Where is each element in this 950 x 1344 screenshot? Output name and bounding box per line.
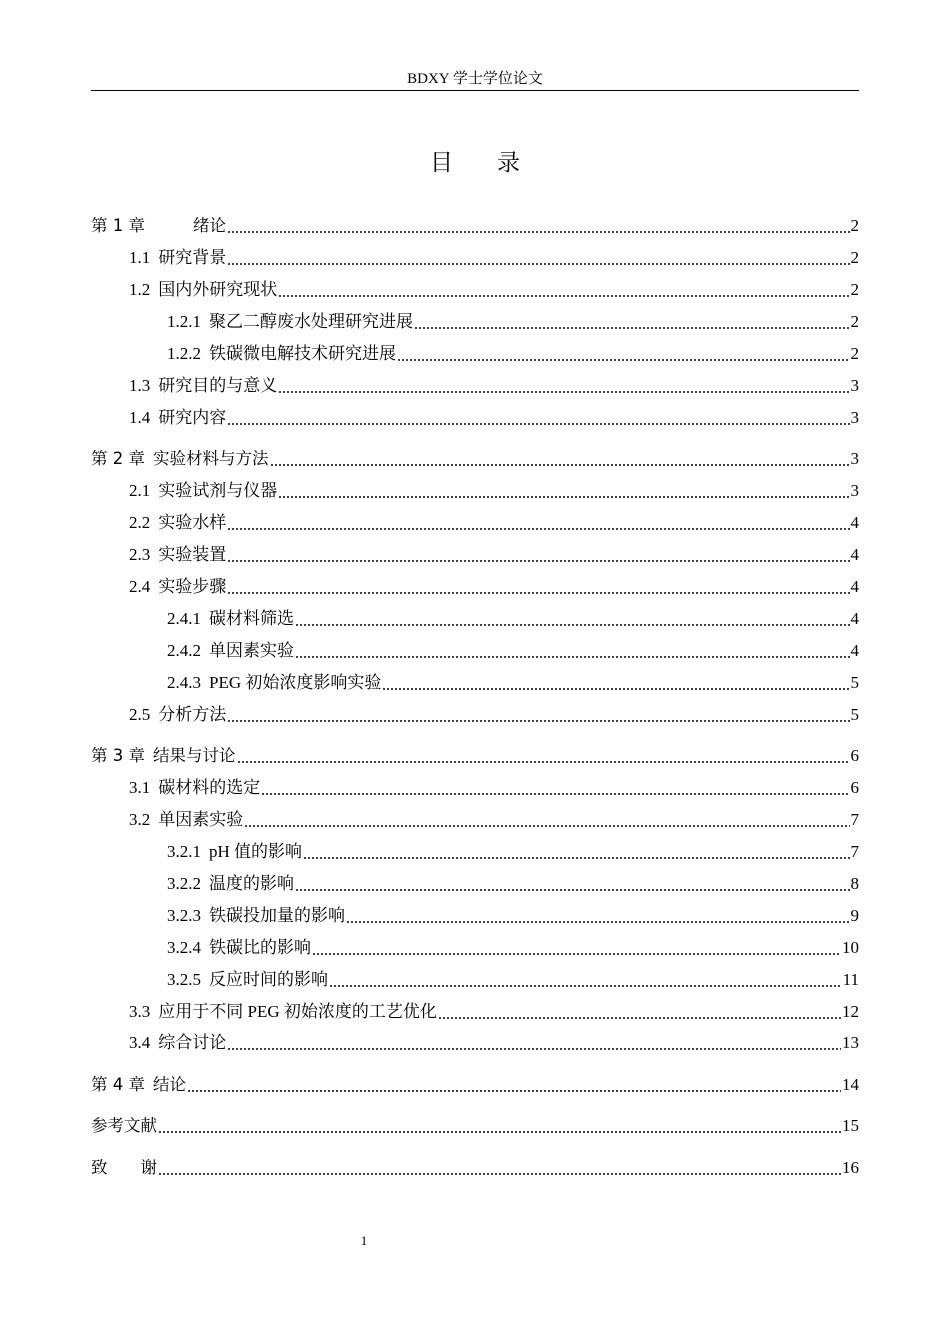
toc-entry[interactable]	[91, 776, 859, 800]
page-number: 1	[360, 1233, 368, 1248]
toc-entry[interactable]	[91, 968, 859, 992]
toc-entry-page: 10	[842, 938, 859, 957]
toc-title-part1: 目	[430, 150, 453, 176]
dot-leader	[329, 985, 842, 987]
toc-entry-title: 应用于不同 PEG 初始浓度的工艺优化	[158, 1002, 437, 1021]
toc-entry-title: 绪论	[193, 216, 226, 235]
toc-entry-title: 反应时间的影响	[209, 970, 328, 989]
toc-entry-page: 8	[850, 874, 859, 893]
toc-entry-title: 国内外研究现状	[158, 280, 278, 299]
toc-entry-title: PEG 初始浓度影响实验	[209, 673, 382, 692]
toc-entry[interactable]	[91, 872, 859, 896]
toc-entry-title: 单因素实验	[158, 810, 244, 829]
toc-entry-title: 铁碳投加量的影响	[209, 906, 345, 925]
toc-entry-title: 致 谢	[91, 1158, 157, 1177]
toc-entry-title: 综合讨论	[158, 1033, 227, 1052]
toc-entry-number: 第 2 章	[91, 449, 145, 468]
toc-entry-number: 3.2	[129, 810, 151, 829]
dot-leader	[227, 720, 849, 722]
toc-entry[interactable]	[91, 936, 859, 960]
toc-entry-title: 实验步骤	[158, 577, 227, 596]
toc-entry[interactable]	[91, 278, 859, 302]
toc-entry[interactable]	[91, 310, 859, 334]
dot-leader	[278, 496, 849, 498]
toc-entry-page: 4	[850, 609, 859, 628]
toc-entry-number: 1.3	[129, 376, 151, 395]
dot-leader	[438, 1017, 841, 1019]
toc-entry-number: 1.2.2	[167, 344, 201, 363]
toc-title-part2: 录	[497, 150, 520, 176]
toc-entry-page: 4	[850, 545, 859, 564]
toc-entry-title: 结论	[153, 1075, 186, 1094]
toc-entry[interactable]	[91, 840, 859, 864]
toc-entry-page: 6	[850, 746, 859, 765]
toc-entry-page: 11	[842, 970, 859, 989]
toc-entry-number: 3.2.2	[167, 874, 201, 893]
toc-entry[interactable]	[91, 1156, 859, 1180]
dot-leader	[295, 624, 850, 626]
toc-entry[interactable]	[91, 479, 859, 503]
toc-entry[interactable]	[91, 511, 859, 535]
dot-leader	[346, 921, 850, 923]
toc-entry-number: 3.3	[129, 1002, 151, 1021]
toc-entry-number: 第 3 章	[91, 746, 145, 765]
dot-leader	[227, 231, 850, 233]
dot-leader	[295, 889, 850, 891]
dot-leader	[397, 359, 850, 361]
toc-entry[interactable]	[91, 214, 859, 238]
toc-entry[interactable]	[91, 406, 859, 430]
dot-leader	[227, 423, 849, 425]
dot-leader	[278, 391, 849, 393]
dot-leader	[278, 295, 849, 297]
toc-entry-number: 2.4.3	[167, 673, 201, 692]
toc-entry[interactable]	[91, 744, 859, 768]
toc-entry[interactable]	[91, 246, 859, 270]
toc-entry[interactable]	[91, 342, 859, 366]
toc-entry-number: 3.2.4	[167, 938, 201, 957]
toc-entry-page: 9	[850, 906, 859, 925]
toc-entry-page: 4	[850, 641, 859, 660]
toc-entry[interactable]	[91, 808, 859, 832]
dot-leader	[414, 327, 850, 329]
dot-leader	[244, 825, 849, 827]
toc-entry-page: 2	[850, 248, 859, 267]
toc-entry-number: 2.3	[129, 545, 151, 564]
toc-entry-page: 3	[850, 376, 859, 395]
dot-leader	[303, 857, 849, 859]
toc-entry-page: 4	[850, 513, 859, 532]
toc-entry[interactable]	[91, 447, 859, 471]
toc-entry-number: 3.2.5	[167, 970, 201, 989]
toc-entry-page: 2	[850, 344, 859, 363]
running-header: BDXY 学士学位论文	[91, 68, 859, 91]
toc-entry-number: 3.1	[129, 778, 151, 797]
toc-entry-page: 13	[842, 1033, 859, 1052]
toc-entry[interactable]	[91, 703, 859, 727]
toc-entry-number: 1.1	[129, 248, 151, 267]
toc-entry-title: 实验材料与方法	[153, 449, 269, 468]
toc-entry-title: 结果与讨论	[153, 746, 236, 765]
toc-entry-page: 12	[842, 1002, 859, 1021]
toc-entry-page: 2	[850, 312, 859, 331]
toc-entry-number: 3.2.3	[167, 906, 201, 925]
dot-leader	[227, 263, 849, 265]
toc-entry-page: 2	[850, 280, 859, 299]
toc-entry-number: 2.2	[129, 513, 151, 532]
toc-entry-page: 16	[842, 1158, 859, 1177]
toc-entry-number: 2.4.1	[167, 609, 201, 628]
dot-leader	[237, 761, 850, 763]
dot-leader	[261, 793, 849, 795]
toc-entry-number: 3.2.1	[167, 842, 201, 861]
toc-entry-number: 1.4	[129, 408, 151, 427]
toc-entry-title: 单因素实验	[209, 641, 294, 660]
toc-entry-number: 第 1 章	[91, 216, 145, 235]
toc-entry-page: 5	[850, 705, 859, 724]
toc-entry[interactable]	[91, 671, 859, 695]
toc-entry-title: 分析方法	[158, 705, 227, 724]
toc-entry-number: 2.1	[129, 481, 151, 500]
toc-entry-title: 碳材料的选定	[158, 778, 261, 797]
toc-entry[interactable]	[91, 543, 859, 567]
toc-entry[interactable]	[91, 1114, 859, 1138]
toc-entry-page: 3	[850, 481, 859, 500]
toc-entry-title: 研究内容	[158, 408, 227, 427]
toc-entry-page: 4	[850, 577, 859, 596]
toc-entry[interactable]	[91, 639, 859, 663]
toc-entry-number: 1.2	[129, 280, 151, 299]
toc-entry-page: 5	[850, 673, 859, 692]
dot-leader	[158, 1131, 841, 1133]
dot-leader	[270, 464, 850, 466]
dot-leader	[227, 1048, 841, 1050]
dot-leader	[382, 688, 849, 690]
toc-entry-number: 2.5	[129, 705, 151, 724]
dot-leader	[227, 528, 849, 530]
toc-entry-title: 实验试剂与仪器	[158, 481, 278, 500]
toc-entry-title: 碳材料筛选	[209, 609, 294, 628]
dot-leader	[227, 560, 849, 562]
dot-leader	[227, 592, 849, 594]
toc-entry-title: 实验水样	[158, 513, 227, 532]
toc-entry[interactable]	[91, 1031, 859, 1055]
toc-entry-title: 参考文献	[91, 1116, 157, 1135]
toc-entry-title: 铁碳微电解技术研究进展	[209, 344, 396, 363]
dot-leader	[158, 1173, 841, 1175]
toc-entry-title: pH 值的影响	[209, 842, 303, 861]
toc-entry-page: 7	[850, 842, 859, 861]
toc-entry-title: 温度的影响	[209, 874, 294, 893]
toc-entry-title: 聚乙二醇废水处理研究进展	[209, 312, 413, 331]
dot-leader	[187, 1090, 841, 1092]
toc-entry[interactable]	[91, 1073, 859, 1097]
toc-entry-title: 铁碳比的影响	[209, 938, 311, 957]
toc-entry-page: 15	[842, 1116, 859, 1135]
toc-entry[interactable]	[91, 374, 859, 398]
toc-entry-page: 7	[850, 810, 859, 829]
toc-entry-number: 2.4.2	[167, 641, 201, 660]
toc-entry-number: 第 4 章	[91, 1075, 145, 1094]
toc-entry[interactable]	[91, 575, 859, 599]
dot-leader	[312, 953, 841, 955]
toc-entry-title: 研究目的与意义	[158, 376, 278, 395]
toc-entry-page: 14	[842, 1075, 859, 1094]
toc-entry-page: 3	[850, 408, 859, 427]
toc-entry-page: 6	[850, 778, 859, 797]
toc-title	[0, 146, 950, 180]
toc-entry-page: 2	[850, 216, 859, 235]
toc-entry-number: 2.4	[129, 577, 151, 596]
toc-entry-title: 实验装置	[158, 545, 227, 564]
toc-entry[interactable]	[91, 904, 859, 928]
dot-leader	[295, 656, 850, 658]
toc-entry[interactable]	[91, 607, 859, 631]
toc-entry-number: 1.2.1	[167, 312, 201, 331]
toc-entry-number: 3.4	[129, 1033, 151, 1052]
toc-entry-title: 研究背景	[158, 248, 227, 267]
toc-entry-page: 3	[850, 449, 859, 468]
toc-entry[interactable]	[91, 1000, 859, 1024]
